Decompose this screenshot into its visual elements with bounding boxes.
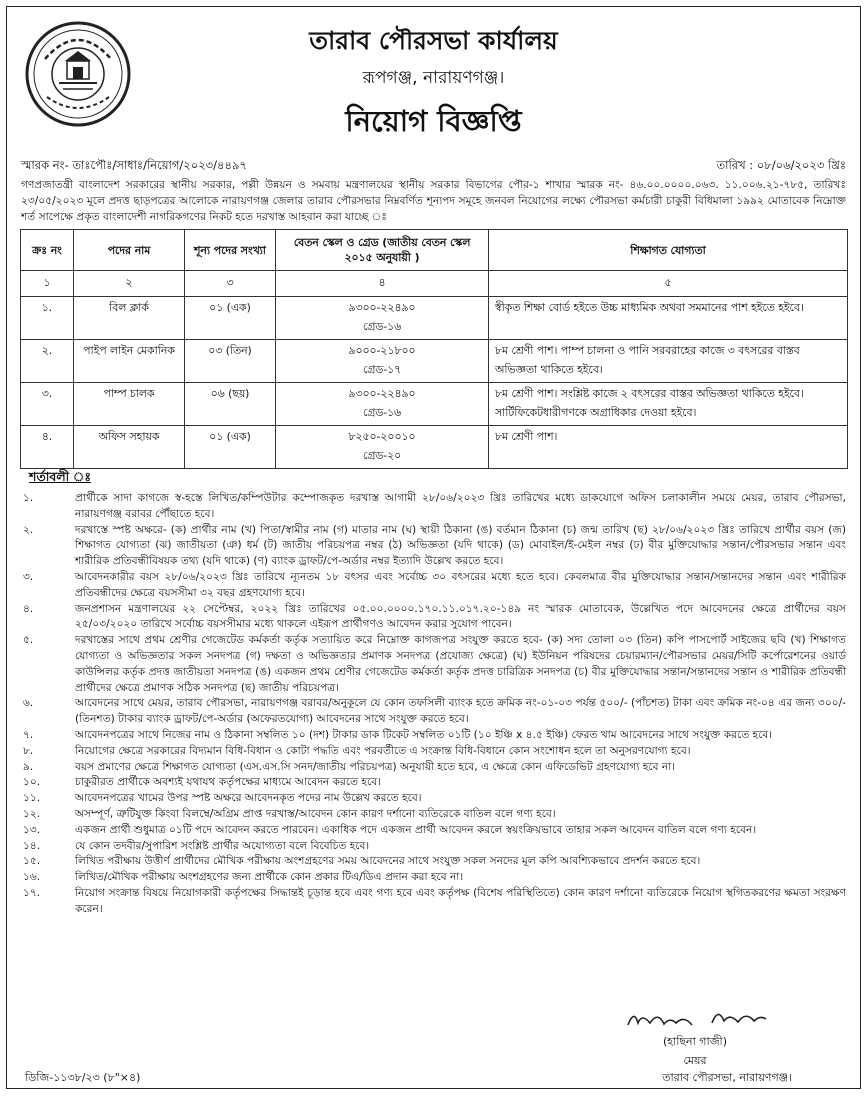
condition-text: চাকুরীরত প্রার্থীকে অবশ্যই যথাযথ কর্তৃপক্ষের মাধ্যমে আবেদন করতে হবে। [75,776,381,789]
condition-item [21,823,846,839]
cell-count: ০১ (এক) [185,426,276,469]
dg-code: ডিজি-১১৩৮/২৩ (৮"×৪) [25,1071,141,1084]
cell-qualification: স্বীকৃত শিক্ষা বোর্ড হইতে উচ্চ মাধ্যমিক অথবা সমমানের পাশ হইতে হইবে। [489,297,848,340]
column-header-scale: বেতন স্কেল ও গ্রেড (জাতীয় বেতন স্কেল ২০১৫ অনুযায়ী ) [276,230,489,271]
memo-number: স্মারক নং- তাঃপৌঃ/সাধাঃ/নিয়োগ/২০২৩/৪৪৯৭ [21,158,247,172]
cell-qualification: ৮ম শ্রেণী পাশ। [489,426,848,469]
condition-text: যে কোন তদবীর/সুপারিশ সংশ্লিষ্ট প্রার্থীর অযোগ্যতা বলে বিবেচিত হবে। [75,839,370,852]
cell-serial: ৪. [21,426,74,469]
condition-number: ৬. [23,697,34,710]
cell-scale [276,340,489,383]
condition-text: আবেদনের সাথে মেয়র, তারাব পৌরসভা, নারায়ণগঞ্জ বরাবর/অনুকূলে যে কোন তফসিলী ব্যাংক হতে ক্রমিক নং-০১-০৩ পর্যন্ত ৫০০/- (পাঁচশত) টাকা এবং ক্রমিক নং-০৪ এর জন্য ৩০০/- (তিনশত) টাকার ব্যাংক ড্রাফট/পে-অর্ডার (অফেরতযোগ্য) আবেদনের সাথে সংযুক্ত করতে হবে। [75,697,846,726]
notice-page [6,6,861,1089]
condition-item [21,760,846,776]
condition-text: দরখাস্তের সাথে প্রথম শ্রেণীর গেজেটেড কর্মকর্তা কর্তৃক সত্যায়িত করে নিম্নোক্ত কাগজপত্র সংযুক্ত করতে হবে- (ক) সদ্য তোলা ০৩ (তিন) কপি পাসপোর্ট সাইজের ছবি (খ) শিক্ষাগত যোগ্যতা ও অভিজ্ঞতার সকল সনদপত্র (গ) দক্ষতা ও অভিজ্ঞতার প্রমাণক সনদপত্র (প্রযোজ্য ক্ষেত্রে) (ঘ) ইউনিয়ন পরিষদের চেয়ারম্যান/পৌরসভার মেয়র/সিটি কর্পোরেশনের ওয়ার্ড কাউন্সিলর কর্তৃক প্রদত্ত জাতীয়তা সনদপত্র (ঙ) একজন প্রথম শ্রেণীর গেজেটেড কর্মকর্তা কর্তৃক প্রদত্ত চারিত্রিক সনদপত্র (চ) বীর মুক্তিযোদ্ধার সন্তান/সন্তানদের সন্তান ও শারীরিক প্রতিবন্ধী প্রার্থীদের ক্ষেত্রে প্রমাণক সঠিক সনদপত্র (ছ) জাতীয় পরিচয়পত্র। [75,634,846,694]
table-row [21,340,848,383]
condition-text: বয়স প্রমাণের ক্ষেত্রে শিক্ষাগত যোগ্যতা (এস.এস.সি সনদ/জাতীয় পরিচয়পত্র) অনুযায়ী হতে হবে, এ ক্ষেত্রে কোন এফিডেভিট গ্রহণযোগ্য হবে না। [75,760,676,773]
pay-scale: ৮২৫০-২০০১০ [348,430,416,443]
column-number: ৩ [185,271,276,297]
signatory-title: মেয়র [683,1054,707,1067]
office-address: রূপগঞ্জ, নারায়ণগঞ্জ। [362,68,505,88]
condition-item [21,839,846,855]
cell-scale [276,383,489,426]
grade: গ্রেড-১৭ [362,363,402,376]
condition-item [21,491,846,523]
condition-text: আবেদনপত্রের খামের উপর স্পষ্ট অক্ষরে আবেদনকৃত পদের নাম উল্লেখ করতে হবে। [75,792,422,805]
condition-number: ৪. [23,602,34,615]
column-number-row [21,271,848,297]
cell-post: পাম্প চালক [74,383,185,426]
condition-item [21,807,846,823]
cell-qualification: ৮ম শ্রেণী পাশ। সংশ্লিষ্ট কাজে ২ বৎসরের বাস্তব অভিজ্ঞতা থাকিতে হইবে। সার্টিফিকেটধারীগণকে অগ্রাধিকার দেওয়া হইবে। [489,383,848,426]
condition-number: ১১. [23,792,41,805]
condition-number: ১০. [23,776,41,789]
pay-scale: ৯০০০-২১৮০০ [348,344,416,357]
grade: গ্রেড-২০ [362,449,402,462]
condition-item [21,633,846,696]
cell-post: পাইপ লাইন মেকানিক [74,340,185,383]
condition-number: ৯. [23,760,34,773]
grade: গ্রেড-১৬ [362,320,402,333]
office-title: তারাব পৌরসভা কার্যালয় [309,26,558,55]
notice-title: নিয়োগ বিজ্ঞপ্তি [345,104,522,138]
condition-item [21,696,846,728]
column-header-post: পদের নাম [74,230,185,271]
condition-text: আবেদনপত্রের সাথে নিজের নাম ও ঠিকানা সম্বলিত ১০ (দশ) টাকার ডাক টিকেট সম্বলিত ০১টি (১০ ইঞ্চি x ৪.৫ ইঞ্চি) ফেরত খাম আবেদনের সাথে সংযুক্ত করতে হবে। [75,728,773,741]
condition-text: লিখিত/মৌখিক পরীক্ষায় অংশগ্রহণের জন্য প্রার্থীকে কোন প্রকার টিএ/ডিএ প্রদান করা হবে না। [75,871,464,884]
condition-item [21,791,846,807]
condition-item [21,523,846,570]
cell-serial: ২. [21,340,74,383]
grade: গ্রেড-১৬ [362,406,402,419]
cell-count: ০৩ (তিন) [185,340,276,383]
vacancy-table [20,229,848,469]
table-row [21,297,848,340]
column-header-serial: ক্রঃ নং [21,230,74,271]
column-number: ২ [74,271,185,297]
condition-number: ২. [23,523,34,536]
handwritten-signature [620,1003,770,1033]
condition-text: আবেদনকারীর বয়স ২৮/০৬/২০২৩ খ্রিঃ তারিখে ন্যূনতম ১৮ বৎসর এবং সর্বোচ্চ ৩০ বৎসরের মধ্যে হতে হবে। কেবলমাত্র বীর মুক্তিযোদ্ধার সন্তান/সন্তানদের সন্তান এবং শারীরিক প্রতিবন্ধীদের ক্ষেত্রে বয়সসীমা ৩২ বছর গ্রহণযোগ্য হবে। [75,570,846,599]
condition-text: দরখাস্তে স্পষ্ট অক্ষরে- (ক) প্রার্থীর নাম (খ) পিতা/স্বামীর নাম (গ) মাতার নাম (ঘ) স্থায়ী ঠিকানা (ঙ) বর্তমান ঠিকানা (চ) জন্ম তারিখ (ছ) ২৮/০৬/২০২৩ খ্রিঃ তারিখে প্রার্থীর বয়স (জ) শিক্ষাগত যোগ্যতা (ঝ) জাতীয়তা (ঞ) ধর্ম (ট) জাতীয় পরিচয়পত্র নম্বর (ঠ) অভিজ্ঞতা (যদি থাকে) (ড) মোবাইল/ই-মেইল নম্বর (ঢ) বীর মুক্তিযোদ্ধার সন্তান/পৌরসভার সন্তান এবং শারীরিক প্রতিবন্ধীবিষয়ক তথ্য (যদি থাকে) (ণ) ব্যাংক ড্রাফট/পে-অর্ডার নম্বর ইত্যাদি উল্লেখ করতে হবে। [75,523,846,568]
conditions-heading: শর্তাবলী ঃ [29,469,92,484]
condition-text: লিখিত পরীক্ষায় উত্তীর্ণ প্রার্থীদের মৌখিক পরীক্ষায় অংশগ্রহণের সময় আবেদনের সাথে সংযুক্ত সকল সনদের মূল কপি আবশ্যিকভাবে প্রদর্শন করতে হবে। [75,855,701,868]
conditions-list [21,491,846,918]
table-header-row [21,230,848,271]
condition-number: ৫. [23,634,34,647]
condition-item [21,744,846,760]
condition-number: ১৬. [23,871,41,884]
condition-number: ৩. [23,570,34,583]
notice-date: তারিখ : ০৮/০৬/২০২৩ খ্রিঃ [716,158,846,172]
cell-count: ০৬ (ছয়) [185,383,276,426]
column-number: ৫ [489,271,848,297]
cell-count: ০১ (এক) [185,297,276,340]
signatory-office: তারাব পৌরসভা, নারায়ণগঞ্জ। [662,1071,792,1084]
condition-text: একজন প্রার্থী শুধুমাত্র ০১টি পদে আবেদন করতে পারবেন। একাধিক পদে একজন প্রার্থী আবেদন করলে স্বয়ংক্রিয়ভাবে তাহার সকল আবেদন বাতিল বলে গণ্য হবেন। [75,823,757,836]
condition-text: প্রার্থীকে সাদা কাগজে স্ব-হস্তে লিখিত/কম্পিউটার কম্পোজকৃত দরখাস্ত আগামী ২৮/০৬/২০২৩ খ্রিঃ তারিখের মধ্যে ডাকযোগে অফিস চলাকালীন সময়ে মেয়র, তারাব পৌরসভা, নারায়ণগঞ্জ বরাবর পৌঁছাতে হবে। [75,492,846,520]
condition-number: ১৪. [23,839,41,852]
intro-paragraph: গণপ্রজাতন্ত্রী বাংলাদেশ সরকারের স্থানীয় সরকার, পল্লী উন্নয়ন ও সমবায় মন্ত্রণালয়ের স্থানীয় সরকার বিভাগের পৌর-১ শাখার স্মারক নং- ৪৬.০০.০০০০.০৬৩. ১১.০০৬.২১-৭৮৫, তারিখঃ ২৩/০৫/২০২৩ মূলে প্রদত্ত ছাড়পত্রের আলোকে নারায়ণগঞ্জ জেলার তারাব পৌরসভার নিম্নবর্ণিত শূন্যপদ সমূহে জনবল নিয়োগের লক্ষ্যে পৌরসভা কর্মচারী চাকুরী বিধিমালা ১৯৯২ মোতাবেক নিম্নোক্ত শর্ত সাপেক্ষে প্রকৃত বাংলাদেশী নাগরিকগণের নিকট হতে দরখাস্ত আহবান করা যাচ্ছে ঃ [21,179,846,223]
condition-item [21,870,846,886]
cell-qualification: ৮ম শ্রেণী পাশ। পাম্প চালনা ও পানি সরবরাহের কাজে ৩ বৎসরের বাস্তব অভিজ্ঞতা থাকিতে হইবে। [489,340,848,383]
condition-text: নিয়োগ সংক্রান্ত বিষয়ে নিয়োগকারী কর্তৃপক্ষের সিদ্ধান্তই চূড়ান্ত হবে এবং গণ্য হবে এবং কর্তৃপক্ষ (বিশেষ পরিস্থিতিতে) কোন কারণ দর্শানো ব্যতিরেকে নিয়োগ স্থগিতকরণের ক্ষমতা সংরক্ষণ করেন। [75,886,846,915]
condition-item [21,570,846,602]
pay-scale: ৯৩০০-২২৪৯০ [348,387,416,400]
cell-serial: ৩. [21,383,74,426]
condition-item [21,728,846,744]
column-header-count: শূন্য পদের সংখ্যা [185,230,276,271]
condition-item [21,602,846,634]
condition-number: ১৩. [23,823,41,836]
column-number: ৪ [276,271,489,297]
condition-number: ১৫. [23,855,41,868]
condition-number: ১৭. [23,886,41,899]
pay-scale: ৯৩০০-২২৪৯০ [348,301,416,314]
condition-text: নিয়োগের ক্ষেত্রে সরকারের বিদ্যমান বিধি-বিধান ও কোটা পদ্ধতি এবং পরবর্তীতে এ সংক্রান্ত বিধি-বিধানে কোন সংশোধন হলে তা অনুসরণযোগ্য হবে। [75,744,691,757]
condition-number: ১. [23,492,34,504]
cell-scale [276,426,489,469]
condition-item [21,854,846,870]
column-number: ১ [21,271,74,297]
signature-block [610,1003,780,1071]
condition-number: ৭. [23,728,34,741]
cell-post: অফিস সহায়ক [74,426,185,469]
table-row [21,426,848,469]
table-row [21,383,848,426]
signatory-name: (হাছিনা গাজী) [662,1035,727,1048]
condition-number: ১২. [23,807,41,820]
cell-scale [276,297,489,340]
condition-item [21,775,846,791]
condition-number: ৮. [23,744,34,757]
condition-text: অসম্পূর্ণ, ত্রুটিযুক্ত কিংবা বিলম্বে/অগ্রিম প্রাপ্ত দরখাস্ত/আবেদন কোন কারণ দর্শানো ব্যতিরেকে বাতিল বলে গণ্য হবে। [75,807,556,820]
condition-item [21,886,846,918]
condition-text: জনপ্রশাসন মন্ত্রণালয়ের ২২ সেপ্টেম্বর, ২০২২ খ্রিঃ তারিখের ০৫.০০.০০০০.১৭০.১১.০১৭.২০-১৪৯ নং স্মারক মোতাবেক, উল্লেখিত পদে আবেদনের ক্ষেত্রে প্রার্থীদের বয়স ২৫/০৩/২০২০ তারিখে সর্বোচ্চ বয়সসীমার মধ্যে থাকলে এইরূপ প্রার্থীগণও আবেদন করার সুযোগ পাবেন। [75,602,846,631]
cell-serial: ১. [21,297,74,340]
column-header-qualification: শিক্ষাগত যোগ্যতা [489,230,848,271]
cell-post: বিল ক্লার্ক [74,297,185,340]
